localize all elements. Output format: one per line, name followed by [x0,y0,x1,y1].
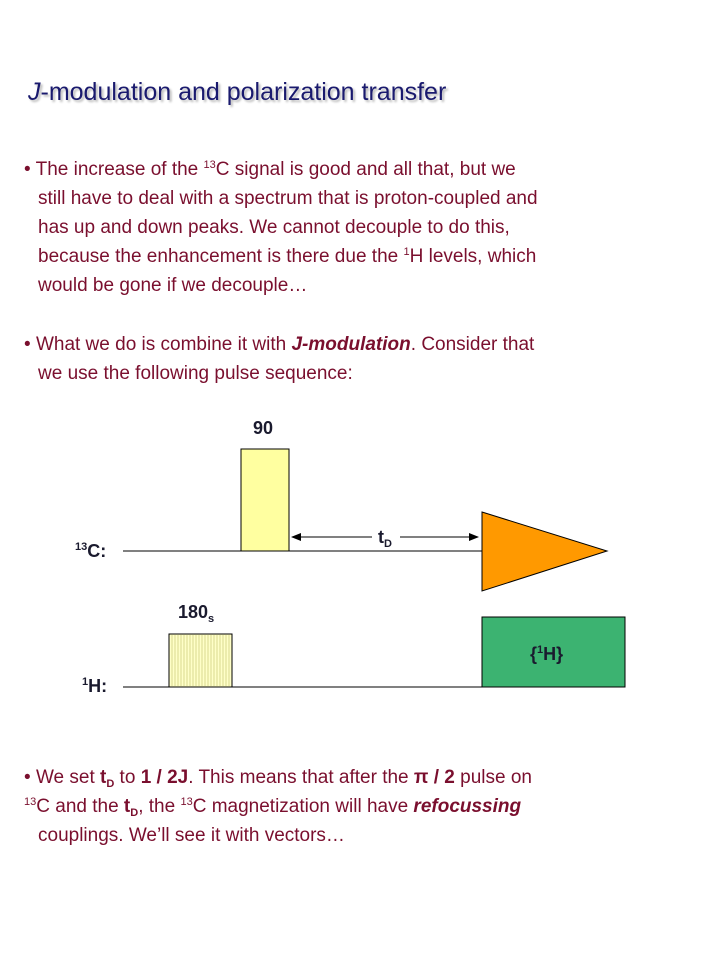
p2-line-1 [24,330,684,359]
p1-l4-text-a: because the enhancement is there due the [38,246,404,267]
pulse-sequence-diagram [0,400,720,710]
p3-l2-text-b: , the [138,796,181,817]
slide-title [28,78,588,107]
p3-l1-t: t [100,767,107,788]
delay-td-label: $t_D$ [378,527,392,550]
title-italic-j: J [28,78,41,106]
title-rest: -modulation and polarization transfer [40,78,447,106]
pulse-90-label: 90 [252,418,274,438]
bullet: • [24,334,31,355]
p3-l2-tsub: D [130,807,139,819]
paragraph-signal-increase [24,155,684,300]
p2-line-2: we use the following pulse sequence: [38,363,353,384]
fid-acquisition-triangle [482,512,607,591]
paragraph-set-td [24,763,684,850]
p3-l1-half-j: 1 / 2J [140,767,189,788]
p3-line-2 [24,792,684,821]
p3-l1-text-a: We set [35,767,100,788]
p1-l1-text-a: The increase of the [35,159,204,180]
p3-l2-text-c: C magnetization will have [192,796,414,817]
p1-l4-sup: 1 [403,246,410,258]
p3-l2-sup2: 13 [180,796,193,808]
decoupling-label: {$^1$H} [530,644,564,664]
p3-line-1 [24,763,684,792]
p1-line-2: still have to deal with a spectrum that is proton-coupled and [38,188,538,209]
p3-l2-text-a: C and the [36,796,124,817]
c13-channel-label: $^{13}$C: [75,541,107,561]
p1-l4-text-b: H levels, which [409,246,537,267]
pulse-180s-label: $180_s$ [178,602,215,625]
p1-line-4 [24,242,684,271]
p3-line-3: couplings. We’ll see it with vectors… [38,825,345,846]
p3-refocussing-emphasis: refocussing [413,796,522,817]
delay-arrow-left-head [291,533,301,541]
p3-l2-sup: 13 [24,796,37,808]
pulse-90-rectangle [241,449,289,551]
p1-l1-sup: 13 [203,159,216,171]
p1-l1-text-b: C signal is good and all that, but we [215,159,516,180]
p3-l1-text-d: . This means that after the [188,767,414,788]
p3-l2-t: t [123,796,131,817]
p1-line-5: would be gone if we decouple… [38,275,308,296]
p3-l1-text-e: pulse on [454,767,532,788]
bullet: • [24,159,31,180]
p2-l1-text-b: . Consider that [410,334,535,355]
p1-line-3: has up and down peaks. We cannot decouple to do this, [38,217,510,238]
h1-channel-label: $^1$H: [82,676,108,696]
p2-l1-text-a: What we do is combine it with [35,334,292,355]
p3-l1-tsub: D [106,778,115,790]
p2-j-modulation-emphasis: J-modulation [291,334,411,355]
p3-l1-pi-half: π / 2 [413,767,455,788]
delay-arrow-right-head [469,533,479,541]
p3-l1-text-b: to [114,767,141,788]
paragraph-j-modulation [24,330,684,388]
p1-line-1 [24,155,684,184]
bullet: • [24,767,31,788]
pulse-180-selective-rectangle [169,634,232,687]
